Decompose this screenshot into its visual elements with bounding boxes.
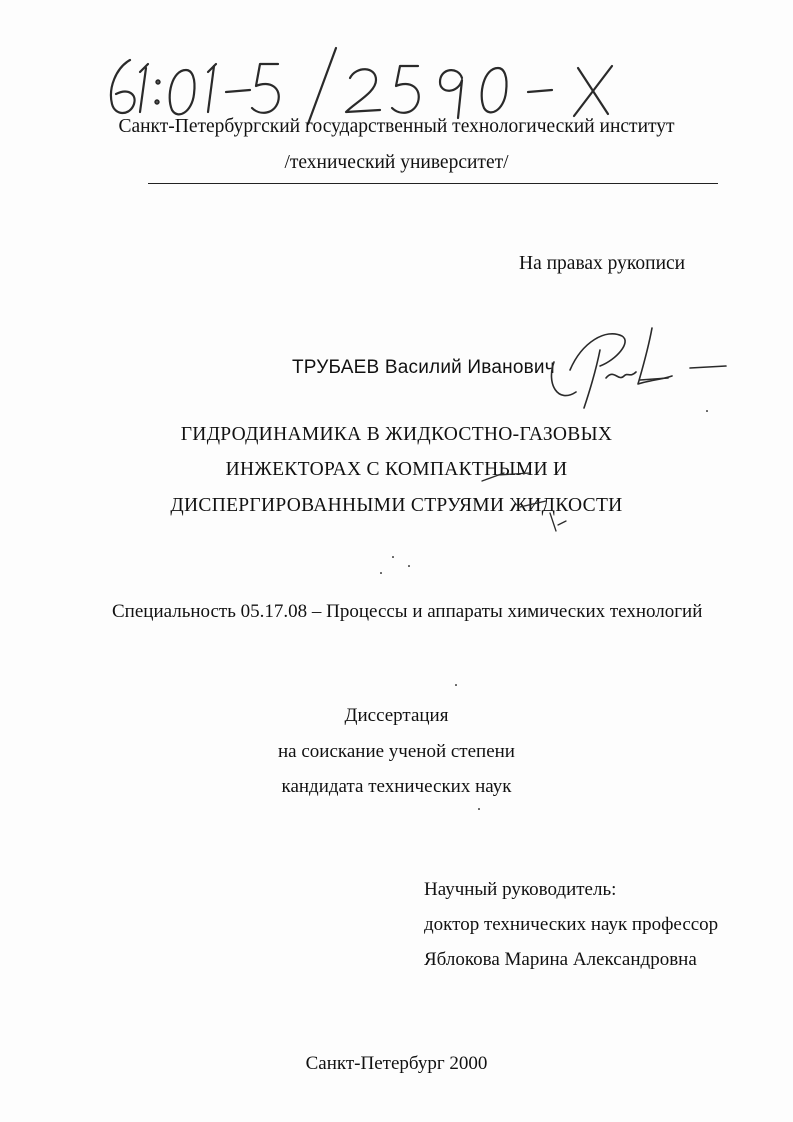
dissertation-title-line-2: ИНЖЕКТОРАХ С КОМПАКТНЫМИ И xyxy=(225,459,568,480)
work-type: Диссертация xyxy=(344,705,449,726)
supervisor-label: Научный руководитель: xyxy=(424,879,617,900)
rights-note: На правах рукописи xyxy=(519,253,686,274)
scan-speck xyxy=(380,572,382,574)
city-and-year: Санкт-Петербург 2000 xyxy=(305,1053,488,1074)
scan-speck xyxy=(478,808,480,810)
handwritten-catalog-number xyxy=(100,38,660,128)
scan-speck xyxy=(706,410,708,412)
degree-purpose: на соискание ученой степени xyxy=(278,741,515,762)
supervisor-name: Яблокова Марина Александровна xyxy=(424,949,697,970)
degree-name: кандидата технических наук xyxy=(281,776,512,797)
institution-subtitle: /технический университет/ xyxy=(284,152,509,173)
author-signature xyxy=(540,320,730,415)
specialty-line: Специальность 05.17.08 – Процессы и аппараты химических технологий xyxy=(112,601,703,622)
author-name: ТРУБАЕВ Василий Иванович xyxy=(292,357,555,378)
scan-speck xyxy=(455,684,457,686)
scan-speck xyxy=(392,556,394,558)
supervisor-degree: доктор технических наук профессор xyxy=(424,914,719,935)
institution-name: Санкт-Петербургский государственный технологический институт xyxy=(118,116,675,137)
header-divider xyxy=(148,183,718,184)
scan-speck xyxy=(408,565,410,567)
pen-correction-marks xyxy=(460,455,610,545)
dissertation-title-line-1: ГИДРОДИНАМИКА В ЖИДКОСТНО-ГАЗОВЫХ xyxy=(180,424,613,445)
dissertation-title-line-3: ДИСПЕРГИРОВАННЫМИ СТРУЯМИ ЖИДКОСТИ xyxy=(170,495,623,516)
